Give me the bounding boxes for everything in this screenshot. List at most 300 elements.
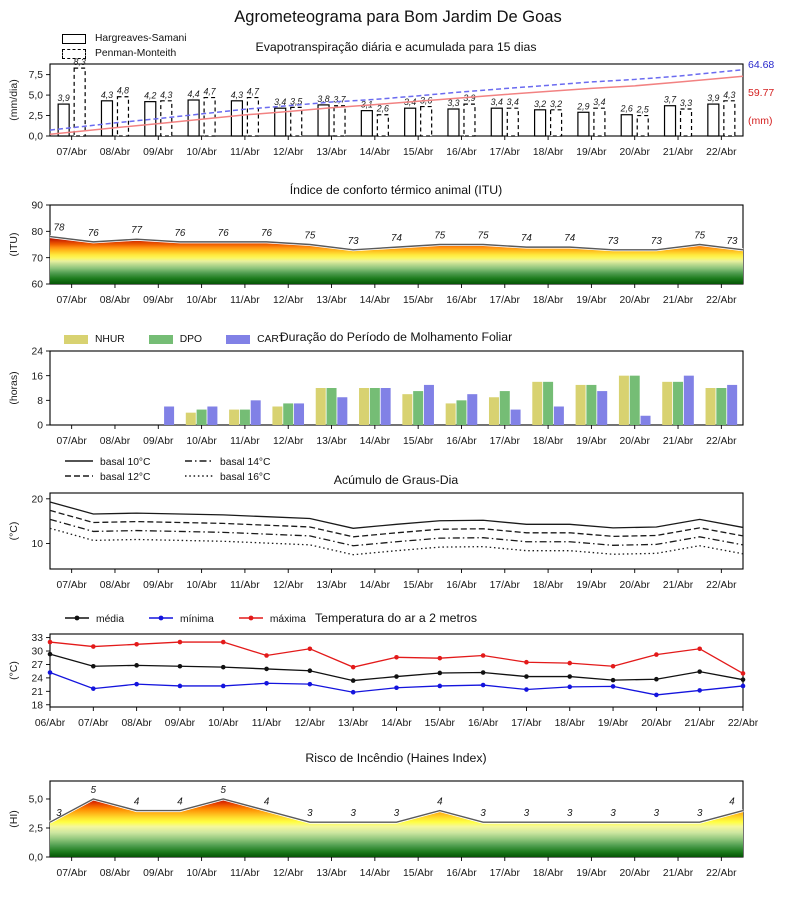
data-point-marker xyxy=(351,690,356,695)
x-tick-label: 15/Abr xyxy=(402,580,434,591)
x-tick-label: 07/Abr xyxy=(56,580,87,591)
x-tick-label: 11/Abr xyxy=(251,718,282,729)
y-tick-label: 5,0 xyxy=(28,794,43,806)
data-point-marker xyxy=(611,684,616,689)
bar-value-label: 3,4 xyxy=(490,97,503,108)
x-tick-label: 09/Abr xyxy=(143,580,174,591)
point-value-label: 4 xyxy=(437,796,443,808)
penman-bar xyxy=(507,108,518,136)
bar-value-label: 3,2 xyxy=(549,98,563,109)
y-axis-label: (mm/dia) xyxy=(8,79,20,121)
x-tick-label: 14/Abr xyxy=(381,718,412,729)
y-tick-label: 2,5 xyxy=(28,111,43,123)
x-tick-label: 12/Abr xyxy=(273,436,304,447)
accumulated-unit-label: (mm) xyxy=(748,115,773,127)
x-tick-label: 20/Abr xyxy=(619,147,650,158)
data-point-marker xyxy=(91,664,96,669)
cart-bar xyxy=(381,388,391,425)
y-tick-label: 33 xyxy=(31,633,43,645)
y-tick-label: 24 xyxy=(31,673,43,685)
data-point-marker xyxy=(178,640,183,645)
legend-label: basal 16°C xyxy=(220,472,271,483)
bar-value-label: 4,3 xyxy=(100,89,114,100)
cart-bar xyxy=(424,385,434,425)
nhur-bar xyxy=(229,410,239,425)
bar-value-label: 4,4 xyxy=(187,89,200,99)
cart-bar xyxy=(251,400,261,425)
x-tick-label: 11/Abr xyxy=(230,436,260,447)
x-tick-label: 22/Abr xyxy=(706,147,737,158)
y-tick-label: 80 xyxy=(31,226,43,238)
data-point-marker xyxy=(567,685,572,690)
graus-dia-title: Acúmulo de Graus-Dia xyxy=(333,473,459,487)
penman-bar xyxy=(681,109,692,136)
bar-value-label: 3,4 xyxy=(404,97,417,108)
hargreaves-bar xyxy=(578,112,589,136)
data-point-marker xyxy=(481,683,486,688)
x-tick-label: 13/Abr xyxy=(316,436,347,447)
x-tick-label: 07/Abr xyxy=(78,718,109,729)
x-tick-label: 18/Abr xyxy=(532,147,564,158)
x-tick-label: 11/Abr xyxy=(230,295,260,306)
legend-label: máxima xyxy=(269,614,306,625)
x-tick-label: 07/Abr xyxy=(56,295,87,306)
y-tick-label: 24 xyxy=(31,346,43,358)
haines-title: Risco de Incêndio (Haines Index) xyxy=(305,751,487,765)
data-point-marker xyxy=(611,678,616,683)
bar-value-label: 4,8 xyxy=(116,85,130,96)
x-tick-label: 12/Abr xyxy=(294,718,326,729)
legend-label: basal 14°C xyxy=(220,457,271,468)
data-point-marker xyxy=(134,663,139,668)
cart-bar xyxy=(727,385,737,425)
nhur-bar xyxy=(619,376,629,425)
point-value-label: 74 xyxy=(391,233,402,245)
point-value-label: 73 xyxy=(607,235,619,247)
x-tick-label: 13/Abr xyxy=(338,718,369,729)
cart-bar xyxy=(554,407,564,426)
data-point-marker xyxy=(697,646,702,651)
bar-value-label: 3,6 xyxy=(420,95,433,106)
x-tick-label: 18/Abr xyxy=(532,295,564,306)
x-tick-label: 16/Abr xyxy=(467,718,499,729)
data-point-marker xyxy=(134,642,139,647)
data-point-marker xyxy=(264,681,269,686)
x-tick-label: 18/Abr xyxy=(532,436,564,447)
nhur-bar xyxy=(489,397,499,425)
x-tick-label: 07/Abr xyxy=(56,868,87,879)
temperatura-title: Temperatura do ar a 2 metros xyxy=(315,611,477,625)
data-point-marker xyxy=(741,677,746,682)
x-tick-label: 20/Abr xyxy=(641,718,672,729)
y-tick-label: 8 xyxy=(37,395,43,407)
x-tick-label: 15/Abr xyxy=(402,295,434,306)
y-tick-label: 70 xyxy=(31,253,43,265)
data-point-marker xyxy=(134,682,139,687)
y-tick-label: 7,5 xyxy=(28,70,43,82)
point-value-label: 73 xyxy=(347,235,359,247)
y-tick-label: 0,0 xyxy=(28,131,43,143)
point-value-label: 3 xyxy=(523,808,530,820)
dpo-bar xyxy=(500,391,510,425)
x-tick-label: 15/Abr xyxy=(402,868,434,879)
hargreaves-bar xyxy=(318,105,329,136)
data-point-marker xyxy=(48,652,53,657)
nhur-bar xyxy=(402,394,412,425)
hargreaves-bar xyxy=(101,101,112,136)
x-tick-label: 14/Abr xyxy=(359,580,391,591)
x-tick-label: 08/Abr xyxy=(99,295,131,306)
data-point-marker xyxy=(351,665,356,670)
dpo-bar xyxy=(673,382,683,425)
penman-bar xyxy=(637,116,648,136)
x-tick-label: 07/Abr xyxy=(56,436,87,447)
penman-bar xyxy=(551,110,562,136)
x-tick-label: 22/Abr xyxy=(706,295,737,306)
point-value-label: 4 xyxy=(263,796,270,808)
data-point-marker xyxy=(654,652,659,657)
x-tick-label: 13/Abr xyxy=(316,147,347,158)
nhur-bar xyxy=(316,388,326,425)
haines-chart xyxy=(8,781,743,879)
y-axis-label: (°C) xyxy=(8,521,20,541)
x-tick-label: 17/Abr xyxy=(489,868,520,879)
dpo-bar xyxy=(197,410,207,425)
data-point-marker xyxy=(394,655,399,660)
x-tick-label: 10/Abr xyxy=(186,147,217,158)
point-value-label: 3 xyxy=(307,808,313,820)
point-value-label: 73 xyxy=(650,235,662,247)
bar-value-label: 4,2 xyxy=(144,90,157,101)
dpo-bar xyxy=(327,388,337,425)
bar-value-label: 3,9 xyxy=(463,93,476,104)
dpo-bar xyxy=(456,400,466,425)
point-value-label: 76 xyxy=(217,227,229,239)
x-tick-label: 09/Abr xyxy=(164,718,196,729)
cart-bar xyxy=(684,376,694,425)
bar-value-label: 2,6 xyxy=(376,103,389,114)
data-point-marker xyxy=(221,684,226,689)
x-tick-label: 07/Abr xyxy=(56,147,87,158)
x-tick-label: 14/Abr xyxy=(359,436,391,447)
point-value-label: 3 xyxy=(56,808,62,820)
point-value-label: 77 xyxy=(131,225,143,237)
x-tick-label: 16/Abr xyxy=(446,436,477,447)
nhur-bar xyxy=(446,403,456,425)
dpo-bar xyxy=(630,376,640,425)
legend-label: CART xyxy=(257,334,285,345)
x-tick-label: 21/Abr xyxy=(662,147,694,158)
graus-chart xyxy=(8,493,743,591)
x-tick-label: 13/Abr xyxy=(316,868,347,879)
x-tick-label: 19/Abr xyxy=(597,718,629,729)
nhur-bar xyxy=(359,388,369,425)
point-value-label: 3 xyxy=(567,808,573,820)
nhur-bar xyxy=(186,413,196,425)
y-tick-label: 30 xyxy=(31,646,43,658)
x-tick-label: 20/Abr xyxy=(619,580,650,591)
x-tick-label: 10/Abr xyxy=(186,580,217,591)
hargreaves-bar xyxy=(58,104,69,136)
bar-value-label: 4,7 xyxy=(203,86,216,97)
data-point-marker xyxy=(481,653,486,658)
cart-bar xyxy=(511,410,521,425)
data-point-marker xyxy=(741,684,746,689)
y-tick-label: 16 xyxy=(31,371,43,383)
x-tick-label: 21/Abr xyxy=(662,436,694,447)
cart-bar xyxy=(467,394,477,425)
data-point-marker xyxy=(524,674,529,679)
x-tick-label: 09/Abr xyxy=(143,436,174,447)
point-value-label: 3 xyxy=(696,808,703,820)
x-tick-label: 20/Abr xyxy=(619,295,650,306)
nhur-bar xyxy=(706,388,716,425)
point-value-label: 73 xyxy=(726,235,738,247)
itu-title: Índice de conforto térmico animal (ITU) xyxy=(289,183,503,197)
x-tick-label: 09/Abr xyxy=(143,868,174,879)
dpo-bar xyxy=(716,388,726,425)
hargreaves-bar xyxy=(188,100,199,136)
point-value-label: 3 xyxy=(480,808,486,820)
y-tick-label: 60 xyxy=(31,279,43,291)
dpo-bar xyxy=(283,403,293,425)
y-tick-label: 2,5 xyxy=(28,823,43,835)
data-point-marker xyxy=(741,671,746,676)
cart-bar xyxy=(597,391,607,425)
x-tick-label: 10/Abr xyxy=(186,868,217,879)
x-tick-label: 19/Abr xyxy=(576,868,607,879)
nhur-bar xyxy=(272,407,282,426)
data-point-marker xyxy=(697,688,702,693)
x-tick-label: 06/Abr xyxy=(34,718,66,729)
y-tick-label: 90 xyxy=(31,200,43,212)
x-tick-label: 17/Abr xyxy=(511,718,542,729)
x-tick-label: 21/Abr xyxy=(662,295,694,306)
bar-value-label: 3,5 xyxy=(290,96,303,107)
itu-chart xyxy=(8,201,743,306)
hargreaves-bar xyxy=(621,115,632,136)
evapo-title: Evapotranspiração diária e acumulada para 15 dias xyxy=(255,40,537,54)
point-value-label: 75 xyxy=(477,230,489,242)
dpo-bar xyxy=(543,382,553,425)
data-point-marker xyxy=(221,665,226,670)
molhamento-chart xyxy=(8,347,743,447)
point-value-label: 75 xyxy=(434,230,446,242)
penman-bar xyxy=(117,97,128,136)
bar-value-label: 3,4 xyxy=(506,97,519,108)
data-point-marker xyxy=(654,677,659,682)
x-tick-label: 10/Abr xyxy=(208,718,239,729)
penman-bar xyxy=(464,104,475,136)
y-tick-label: 20 xyxy=(31,494,43,506)
point-value-label: 76 xyxy=(174,227,186,239)
data-point-marker xyxy=(221,640,226,645)
point-value-label: 76 xyxy=(261,227,273,239)
data-point-marker xyxy=(308,682,313,687)
data-point-marker xyxy=(611,664,616,669)
x-tick-label: 11/Abr xyxy=(230,580,260,591)
x-tick-label: 15/Abr xyxy=(402,436,434,447)
legend-label: DPO xyxy=(179,334,203,345)
bar-value-label: 3,4 xyxy=(274,97,287,108)
data-point-marker xyxy=(654,693,659,698)
page-title: Agrometeograma para Bom Jardim De Goas xyxy=(234,8,562,26)
point-value-label: 3 xyxy=(350,808,356,820)
x-tick-label: 18/Abr xyxy=(532,868,564,879)
x-tick-label: 22/Abr xyxy=(727,718,759,729)
data-point-marker xyxy=(567,661,572,666)
point-value-label: 5 xyxy=(220,784,226,796)
x-tick-label: 16/Abr xyxy=(446,580,477,591)
data-point-marker xyxy=(48,670,53,675)
bar-value-label: 3,3 xyxy=(679,98,693,108)
penman-bar xyxy=(204,98,215,136)
hargreaves-bar xyxy=(448,109,459,136)
bar-value-label: 2,6 xyxy=(620,103,633,114)
x-tick-label: 12/Abr xyxy=(273,580,304,591)
x-tick-label: 19/Abr xyxy=(576,147,607,158)
cart-bar xyxy=(294,403,304,425)
penman-bar xyxy=(594,108,605,136)
x-tick-label: 18/Abr xyxy=(532,580,564,591)
point-value-label: 4 xyxy=(729,796,735,808)
bar-value-label: 3,9 xyxy=(57,93,70,104)
legend-label: basal 10°C xyxy=(100,457,151,468)
point-value-label: 75 xyxy=(694,230,706,242)
x-tick-label: 20/Abr xyxy=(619,436,650,447)
penman-bar xyxy=(421,107,432,136)
x-tick-label: 22/Abr xyxy=(706,868,737,879)
x-tick-label: 12/Abr xyxy=(273,295,304,306)
data-point-marker xyxy=(394,685,399,690)
x-tick-label: 17/Abr xyxy=(489,580,520,591)
x-tick-label: 10/Abr xyxy=(186,436,217,447)
data-point-marker xyxy=(438,656,443,661)
data-point-marker xyxy=(308,668,313,673)
x-tick-label: 09/Abr xyxy=(143,295,174,306)
dpo-bar xyxy=(413,391,423,425)
graus-series-basal14C xyxy=(50,519,743,545)
x-tick-label: 19/Abr xyxy=(576,436,607,447)
data-point-marker xyxy=(394,674,399,679)
x-tick-label: 12/Abr xyxy=(273,868,304,879)
hargreaves-bar xyxy=(231,101,242,136)
y-axis-label: (HI) xyxy=(8,810,20,828)
data-point-marker xyxy=(91,644,96,649)
bar-value-label: 3,3 xyxy=(447,98,460,108)
data-point-marker xyxy=(178,684,183,689)
bar-value-label: 4,3 xyxy=(230,89,244,100)
bar-value-label: 3,9 xyxy=(707,93,720,104)
bar-value-label: 3,7 xyxy=(663,94,677,105)
x-tick-label: 18/Abr xyxy=(554,718,585,729)
dpo-bar xyxy=(240,410,250,425)
point-value-label: 74 xyxy=(564,233,576,245)
evapo-chart xyxy=(8,57,774,158)
x-tick-label: 13/Abr xyxy=(316,295,347,306)
point-value-label: 74 xyxy=(520,233,532,245)
data-point-marker xyxy=(178,664,183,669)
data-point-marker xyxy=(264,653,269,658)
x-tick-label: 08/Abr xyxy=(121,718,152,729)
x-tick-label: 09/Abr xyxy=(143,147,174,158)
data-point-marker xyxy=(351,678,356,683)
x-tick-label: 19/Abr xyxy=(576,580,607,591)
bar-value-label: 4,3 xyxy=(723,89,736,100)
x-tick-label: 14/Abr xyxy=(359,295,391,306)
data-point-marker xyxy=(91,686,96,691)
data-point-marker xyxy=(438,671,443,676)
x-tick-label: 20/Abr xyxy=(619,868,650,879)
data-point-marker xyxy=(524,687,529,692)
bar-value-label: 3,2 xyxy=(533,98,547,109)
point-value-label: 75 xyxy=(304,230,316,242)
point-value-label: 4 xyxy=(133,796,140,808)
hargreaves-bar xyxy=(535,110,546,136)
legend-label: mínima xyxy=(180,614,214,625)
x-tick-label: 16/Abr xyxy=(446,295,477,306)
x-tick-label: 15/Abr xyxy=(424,718,455,729)
x-tick-label: 08/Abr xyxy=(99,580,131,591)
data-point-marker xyxy=(438,684,443,689)
point-value-label: 76 xyxy=(87,227,99,239)
dpo-bar xyxy=(586,385,596,425)
y-tick-label: 10 xyxy=(31,539,43,551)
nhur-bar xyxy=(662,382,672,425)
x-tick-label: 08/Abr xyxy=(99,868,131,879)
penman-bar xyxy=(377,115,388,136)
hargreaves-bar xyxy=(665,106,676,136)
legend-label: Hargreaves-Samani xyxy=(95,33,187,44)
x-tick-label: 11/Abr xyxy=(230,147,260,158)
data-point-marker xyxy=(481,670,486,675)
point-value-label: 3 xyxy=(653,808,660,820)
bar-value-label: 3,7 xyxy=(333,94,346,105)
point-value-label: 4 xyxy=(177,796,183,808)
point-value-label: 5 xyxy=(90,784,97,796)
x-tick-label: 14/Abr xyxy=(359,147,391,158)
data-point-marker xyxy=(308,646,313,651)
x-tick-label: 14/Abr xyxy=(359,868,391,879)
legend-label: NHUR xyxy=(95,334,125,345)
point-value-label: 3 xyxy=(393,808,400,820)
x-tick-label: 17/Abr xyxy=(489,436,520,447)
x-tick-label: 12/Abr xyxy=(273,147,304,158)
x-tick-label: 22/Abr xyxy=(706,580,737,591)
x-tick-label: 21/Abr xyxy=(662,868,694,879)
y-tick-label: 27 xyxy=(31,660,43,672)
hargreaves-bar xyxy=(405,108,416,136)
bar-value-label: 2,9 xyxy=(577,101,590,112)
data-point-marker xyxy=(264,667,269,672)
cart-bar xyxy=(337,397,347,425)
hargreaves-bar xyxy=(491,108,502,136)
bar-value-label: 3,4 xyxy=(593,97,606,108)
nhur-bar xyxy=(532,382,542,425)
point-value-label: 3 xyxy=(610,808,616,820)
bar-value-label: 8,3 xyxy=(73,57,86,68)
hargreaves-bar xyxy=(708,104,719,136)
bar-value-label: 4,3 xyxy=(160,89,173,100)
cart-bar xyxy=(164,407,174,426)
x-tick-label: 10/Abr xyxy=(186,295,217,306)
x-tick-label: 16/Abr xyxy=(446,868,477,879)
graus-series-basal12C xyxy=(50,510,743,536)
point-value-label: 78 xyxy=(53,222,65,234)
x-tick-label: 19/Abr xyxy=(576,295,607,306)
y-tick-label: 18 xyxy=(31,700,43,712)
temp-chart xyxy=(8,633,759,729)
